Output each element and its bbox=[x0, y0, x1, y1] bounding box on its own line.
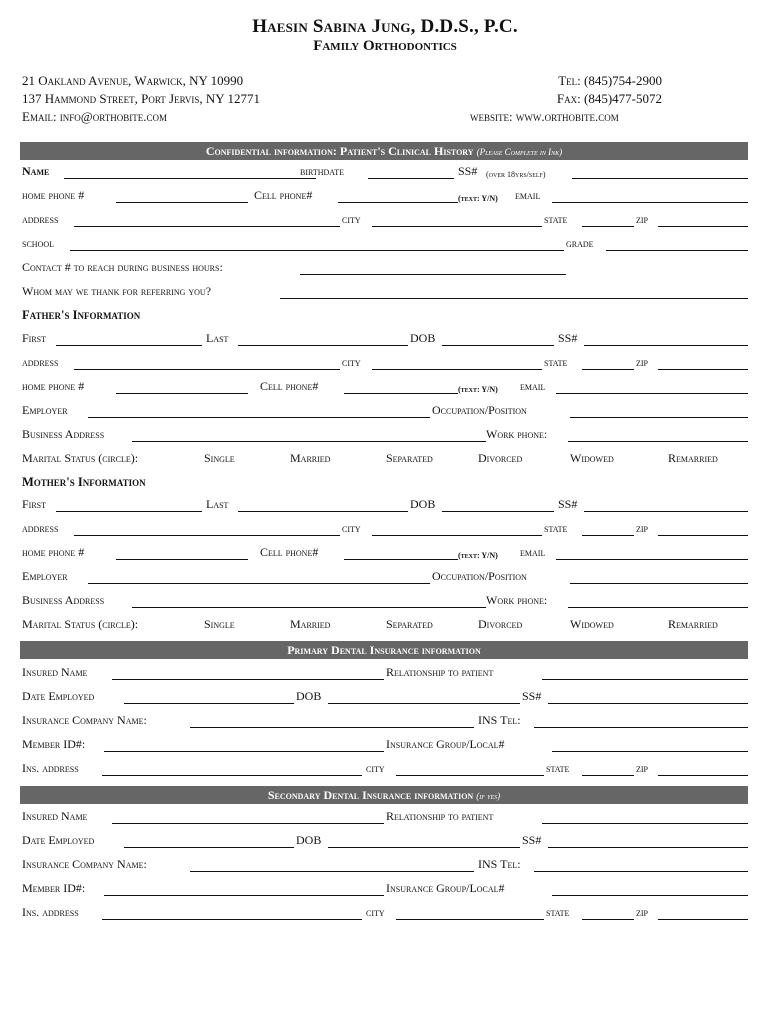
cell-phone-field[interactable] bbox=[338, 202, 458, 203]
patient-section-note: (Please Complete in Ink) bbox=[476, 147, 563, 157]
practice-subtitle: Family Orthodontics bbox=[313, 38, 457, 54]
row-p-address bbox=[22, 761, 748, 779]
p-dob-field[interactable] bbox=[328, 703, 520, 704]
row-s-address bbox=[22, 905, 748, 923]
father-dob-label: DOB bbox=[410, 331, 436, 345]
state-field[interactable] bbox=[582, 226, 634, 227]
mother-cell-phone-label: Cell phone# bbox=[260, 545, 319, 559]
mother-first-label: First bbox=[22, 497, 47, 511]
s-ins-company-field[interactable] bbox=[190, 871, 474, 872]
address-port-jervis: 137 Hammond Street, Port Jervis, NY 12771 bbox=[22, 91, 260, 106]
father-city-field[interactable] bbox=[372, 369, 542, 370]
email-label: email bbox=[515, 188, 541, 202]
s-relationship-field[interactable] bbox=[542, 823, 748, 824]
father-employer-label: Employer bbox=[22, 403, 68, 417]
father-city-label: city bbox=[342, 355, 361, 369]
mother-state-label: state bbox=[544, 521, 568, 535]
mother-marital-single[interactable]: Single bbox=[204, 617, 235, 631]
father-last-label: Last bbox=[206, 331, 229, 345]
row-contact bbox=[22, 260, 748, 278]
s-ins-tel-label: INS Tel: bbox=[478, 857, 521, 871]
p-ins-group-label: Insurance Group/Local# bbox=[386, 737, 505, 751]
s-ins-group-label: Insurance Group/Local# bbox=[386, 881, 505, 895]
p-zip-field[interactable] bbox=[658, 775, 748, 776]
city-field[interactable] bbox=[372, 226, 542, 227]
mother-state-field[interactable] bbox=[582, 535, 634, 536]
father-marital-divorced[interactable]: Divorced bbox=[478, 451, 523, 465]
s-ins-company-label: Insurance Company Name: bbox=[22, 857, 147, 871]
s-city-label: city bbox=[366, 905, 385, 919]
address-warwick: 21 Oakland Avenue, Warwick, NY 10990 bbox=[22, 73, 244, 88]
row-phones bbox=[22, 188, 748, 206]
father-home-phone-field[interactable] bbox=[116, 393, 248, 394]
father-email-field[interactable] bbox=[556, 393, 748, 394]
mother-dob-field[interactable] bbox=[442, 511, 554, 512]
father-email-label: email bbox=[520, 379, 546, 393]
home-phone-field[interactable] bbox=[116, 202, 248, 203]
s-insured-name-label: Insured Name bbox=[22, 809, 88, 823]
mother-business-address-field[interactable] bbox=[132, 607, 486, 608]
mother-first-field[interactable] bbox=[56, 511, 202, 512]
row-p-employed bbox=[22, 689, 748, 707]
mother-address-label: address bbox=[22, 521, 59, 535]
row-p-insured bbox=[22, 665, 748, 683]
row-s-insured bbox=[22, 809, 748, 827]
father-ss-field[interactable] bbox=[584, 345, 748, 346]
cell-phone-label: Cell phone# bbox=[254, 188, 313, 202]
s-ins-group-field[interactable] bbox=[552, 895, 748, 896]
father-ss-label: SS# bbox=[558, 331, 578, 345]
p-ins-company-label: Insurance Company Name: bbox=[22, 713, 147, 727]
mother-zip-field[interactable] bbox=[658, 535, 748, 536]
father-work-phone-label: Work phone: bbox=[486, 427, 548, 441]
text-yn-label: (text: Y/N) bbox=[458, 194, 498, 203]
father-zip-label: zip bbox=[636, 355, 648, 369]
mother-work-phone-field[interactable] bbox=[568, 607, 748, 608]
father-section-title: Father's Information bbox=[22, 308, 141, 322]
father-marital-widowed[interactable]: Widowed bbox=[570, 451, 614, 465]
state-label: state bbox=[544, 212, 568, 226]
school-label: school bbox=[22, 236, 55, 250]
p-date-employed-label: Date Employed bbox=[22, 689, 95, 703]
s-date-employed-label: Date Employed bbox=[22, 833, 95, 847]
p-ins-tel-field[interactable] bbox=[534, 727, 748, 728]
p-member-id-label: Member ID#: bbox=[22, 737, 86, 751]
address-field[interactable] bbox=[74, 226, 340, 227]
father-marital-remarried[interactable]: Remarried bbox=[668, 451, 718, 465]
father-marital-separated[interactable]: Separated bbox=[386, 451, 433, 465]
row-s-company bbox=[22, 857, 748, 875]
grade-field[interactable] bbox=[606, 250, 748, 251]
father-first-field[interactable] bbox=[56, 345, 202, 346]
p-zip-label: zip bbox=[636, 761, 648, 775]
fax-line: Fax: (845)477-5072 bbox=[556, 91, 662, 106]
s-zip-field[interactable] bbox=[658, 919, 748, 920]
contact-label: Contact # to reach during business hours: bbox=[22, 260, 223, 274]
mother-marital-married[interactable]: Married bbox=[290, 617, 331, 631]
p-insured-name-label: Insured Name bbox=[22, 665, 88, 679]
s-state-field[interactable] bbox=[582, 919, 634, 920]
birthdate-field[interactable] bbox=[368, 178, 454, 179]
row-referral bbox=[22, 284, 748, 302]
mother-ss-label: SS# bbox=[558, 497, 578, 511]
primary-insurance-title: Primary Dental Insurance information bbox=[287, 643, 481, 657]
p-ins-address-label: Ins. address bbox=[22, 761, 79, 775]
mother-dob-label: DOB bbox=[410, 497, 436, 511]
referral-field[interactable] bbox=[280, 298, 748, 299]
p-ins-tel-label: INS Tel: bbox=[478, 713, 521, 727]
s-city-field[interactable] bbox=[396, 919, 544, 920]
mother-last-label: Last bbox=[206, 497, 229, 511]
father-first-label: First bbox=[22, 331, 47, 345]
mother-zip-label: zip bbox=[636, 521, 648, 535]
mother-ss-field[interactable] bbox=[584, 511, 748, 512]
mother-occupation-field[interactable] bbox=[570, 583, 748, 584]
patient-section-title: Confidential information: Patient's Clinical History bbox=[205, 144, 474, 158]
secondary-insurance-note: (if yes) bbox=[476, 791, 501, 801]
primary-insurance-bar bbox=[20, 641, 748, 659]
p-state-field[interactable] bbox=[582, 775, 634, 776]
ss-note: (over 18yrs/self) bbox=[486, 170, 546, 179]
mother-employer-label: Employer bbox=[22, 569, 68, 583]
father-state-label: state bbox=[544, 355, 568, 369]
mother-marital-remarried[interactable]: Remarried bbox=[668, 617, 718, 631]
father-last-field[interactable] bbox=[238, 345, 408, 346]
mother-section-title: Mother's Information bbox=[22, 475, 146, 489]
row-father-marital bbox=[22, 451, 748, 469]
mother-last-field[interactable] bbox=[238, 511, 408, 512]
row-father-employer bbox=[22, 403, 748, 421]
p-city-field[interactable] bbox=[396, 775, 544, 776]
s-relationship-label: Relationship to patient bbox=[386, 809, 494, 823]
email-line: Email: info@orthobite.com bbox=[22, 109, 167, 124]
row-father-address bbox=[22, 355, 748, 373]
s-insured-name-field[interactable] bbox=[112, 823, 384, 824]
mother-employer-field[interactable] bbox=[88, 583, 430, 584]
row-father-phones bbox=[22, 379, 748, 397]
mother-city-field[interactable] bbox=[372, 535, 542, 536]
contact-field[interactable] bbox=[300, 274, 566, 275]
p-ins-group-field[interactable] bbox=[552, 751, 748, 752]
father-text-yn-label: (text: Y/N) bbox=[458, 385, 498, 394]
mother-marital-label: Marital Status (circle): bbox=[22, 617, 139, 631]
p-member-id-field[interactable] bbox=[104, 751, 384, 752]
father-address-label: address bbox=[22, 355, 59, 369]
referral-label: Whom may we thank for referring you? bbox=[22, 284, 212, 298]
father-home-phone-label: home phone # bbox=[22, 379, 85, 393]
father-business-address-label: Business Address bbox=[22, 427, 105, 441]
row-mother-address bbox=[22, 521, 748, 539]
name-field[interactable] bbox=[64, 178, 316, 179]
mother-home-phone-label: home phone # bbox=[22, 545, 85, 559]
row-father-name bbox=[22, 331, 748, 349]
mother-email-field[interactable] bbox=[556, 559, 748, 560]
secondary-insurance-bar bbox=[20, 786, 748, 804]
father-cell-phone-field[interactable] bbox=[344, 393, 458, 394]
mother-email-label: email bbox=[520, 545, 546, 559]
mother-home-phone-field[interactable] bbox=[116, 559, 248, 560]
s-member-id-label: Member ID#: bbox=[22, 881, 86, 895]
row-mother-name bbox=[22, 497, 748, 515]
father-zip-field[interactable] bbox=[658, 369, 748, 370]
mother-occupation-label: Occupation/Position bbox=[432, 569, 527, 583]
practice-name: Haesin Sabina Jung, D.D.S., P.C. bbox=[252, 16, 518, 37]
mother-marital-separated[interactable]: Separated bbox=[386, 617, 433, 631]
mother-address-field[interactable] bbox=[74, 535, 340, 536]
father-state-field[interactable] bbox=[582, 369, 634, 370]
website-line: website: www.orthobite.com bbox=[470, 109, 619, 124]
s-ins-address-label: Ins. address bbox=[22, 905, 79, 919]
p-date-employed-field[interactable] bbox=[124, 703, 294, 704]
father-dob-field[interactable] bbox=[442, 345, 554, 346]
father-address-field[interactable] bbox=[74, 369, 340, 370]
mother-marital-divorced[interactable]: Divorced bbox=[478, 617, 523, 631]
p-dob-label: DOB bbox=[296, 689, 322, 703]
row-mother-business bbox=[22, 593, 748, 611]
s-ss-label: SS# bbox=[522, 833, 542, 847]
s-ss-field[interactable] bbox=[548, 847, 748, 848]
s-ins-tel-field[interactable] bbox=[534, 871, 748, 872]
secondary-insurance-title: Secondary Dental Insurance information bbox=[267, 788, 474, 802]
mother-work-phone-label: Work phone: bbox=[486, 593, 548, 607]
email-field[interactable] bbox=[552, 202, 748, 203]
s-state-label: state bbox=[546, 905, 570, 919]
zip-label: zip bbox=[636, 212, 648, 226]
tel-line: Tel: (845)754-2900 bbox=[558, 73, 662, 88]
contact-block bbox=[462, 72, 662, 108]
p-ss-field[interactable] bbox=[548, 703, 748, 704]
row-father-business bbox=[22, 427, 748, 445]
s-date-employed-field[interactable] bbox=[124, 847, 294, 848]
row-mother-phones bbox=[22, 545, 748, 563]
father-occupation-field[interactable] bbox=[570, 417, 748, 418]
row-s-member bbox=[22, 881, 748, 899]
p-relationship-field[interactable] bbox=[542, 679, 748, 680]
ss-label: SS# bbox=[458, 164, 478, 178]
father-work-phone-field[interactable] bbox=[568, 441, 748, 442]
mother-text-yn-label: (text: Y/N) bbox=[458, 551, 498, 560]
father-business-address-field[interactable] bbox=[132, 441, 486, 442]
office-addresses bbox=[22, 72, 260, 126]
row-school bbox=[22, 236, 748, 254]
p-insured-name-field[interactable] bbox=[112, 679, 384, 680]
row-mother-employer bbox=[22, 569, 748, 587]
s-dob-field[interactable] bbox=[328, 847, 520, 848]
row-s-employed bbox=[22, 833, 748, 851]
s-dob-label: DOB bbox=[296, 833, 322, 847]
address-label: address bbox=[22, 212, 59, 226]
mother-city-label: city bbox=[342, 521, 361, 535]
home-phone-label: home phone # bbox=[22, 188, 85, 202]
zip-field[interactable] bbox=[658, 226, 748, 227]
row-address bbox=[22, 212, 748, 230]
father-marital-single[interactable]: Single bbox=[204, 451, 235, 465]
s-member-id-field[interactable] bbox=[104, 895, 384, 896]
p-city-label: city bbox=[366, 761, 385, 775]
row-p-company bbox=[22, 713, 748, 731]
row-p-member bbox=[22, 737, 748, 755]
patient-section-bar bbox=[20, 142, 748, 160]
father-occupation-label: Occupation/Position bbox=[432, 403, 527, 417]
s-zip-label: zip bbox=[636, 905, 648, 919]
grade-label: grade bbox=[566, 236, 594, 250]
birthdate-label: birthdate bbox=[300, 164, 344, 178]
father-employer-field[interactable] bbox=[88, 417, 430, 418]
school-field[interactable] bbox=[70, 250, 564, 251]
father-marital-label: Marital Status (circle): bbox=[22, 451, 139, 465]
p-ss-label: SS# bbox=[522, 689, 542, 703]
mother-marital-widowed[interactable]: Widowed bbox=[570, 617, 614, 631]
p-ins-company-field[interactable] bbox=[190, 727, 474, 728]
city-label: city bbox=[342, 212, 361, 226]
p-relationship-label: Relationship to patient bbox=[386, 665, 494, 679]
mother-business-address-label: Business Address bbox=[22, 593, 105, 607]
s-ins-address-field[interactable] bbox=[102, 919, 362, 920]
father-cell-phone-label: Cell phone# bbox=[260, 379, 319, 393]
ss-field[interactable] bbox=[572, 178, 748, 179]
father-marital-married[interactable]: Married bbox=[290, 451, 331, 465]
p-ins-address-field[interactable] bbox=[102, 775, 362, 776]
row-name bbox=[22, 164, 748, 182]
name-label: Name bbox=[22, 164, 50, 178]
mother-cell-phone-field[interactable] bbox=[344, 559, 458, 560]
p-state-label: state bbox=[546, 761, 570, 775]
row-mother-marital bbox=[22, 617, 748, 635]
